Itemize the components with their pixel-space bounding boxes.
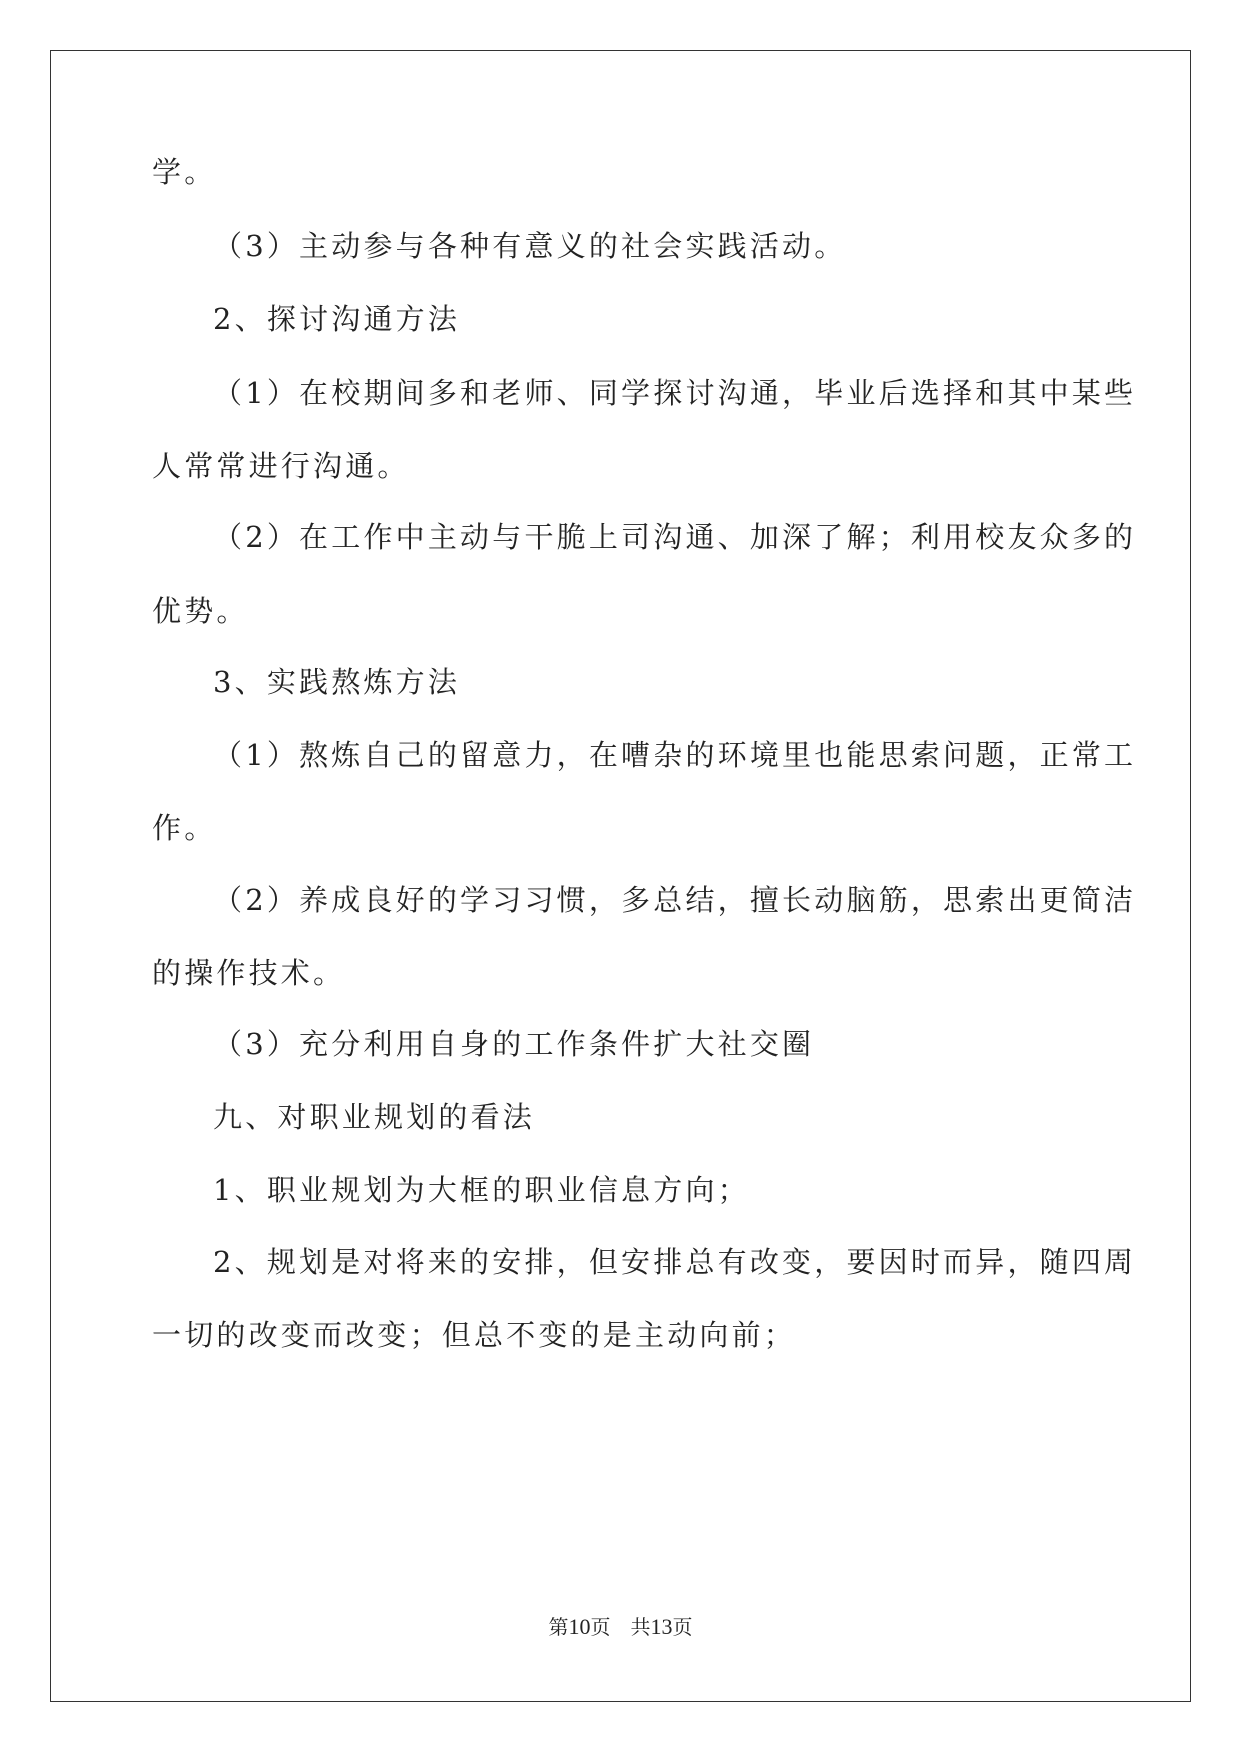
list-item-1-practice: （1）熬炼自己的留意力，在嘈杂的环境里也能思索问题，正常工: [213, 738, 1137, 772]
paragraph-line-continuation: 优势。: [152, 594, 249, 628]
list-item-2-communication: （2）在工作中主动与干脆上司沟通、加深了解；利用校友众多的: [213, 520, 1137, 554]
section-heading-communication: 2、探讨沟通方法: [213, 302, 461, 336]
list-item-1-communication: （1）在校期间多和老师、同学探讨沟通，毕业后选择和其中某些: [213, 376, 1137, 410]
paragraph-line-continuation: 作。: [152, 811, 217, 845]
current-page-number: 10: [568, 1614, 591, 1639]
total-pages-number: 13: [650, 1614, 673, 1639]
page-border: [50, 50, 1191, 1702]
section-heading-practice: 3、实践熬炼方法: [213, 665, 461, 699]
list-item-2-career-view: 2、规划是对将来的安排，但安排总有改变，要因时而异，随四周: [213, 1245, 1137, 1279]
list-item-3-social-practice: （3）主动参与各种有意义的社会实践活动。: [213, 229, 847, 263]
list-item-2-practice: （2）养成良好的学习习惯，多总结，擅长动脑筋，思索出更简洁: [213, 883, 1137, 917]
paragraph-line-continuation: 人常常进行沟通。: [152, 449, 410, 483]
section-heading-career-view: 九、对职业规划的看法: [213, 1100, 536, 1134]
paragraph-line-continuation: 学。: [152, 155, 217, 189]
page-number-prefix: 第: [548, 1615, 569, 1639]
paragraph-line-continuation: 一切的改变而改变；但总不变的是主动向前；: [152, 1318, 797, 1352]
total-pages-prefix: 共: [630, 1615, 651, 1639]
paragraph-line-continuation: 的操作技术。: [152, 956, 346, 990]
total-pages-suffix: 页: [672, 1615, 693, 1639]
page-number-suffix: 页: [590, 1615, 611, 1639]
list-item-1-career-view: 1、职业规划为大框的职业信息方向；: [213, 1173, 750, 1207]
list-item-3-practice: （3）充分利用自身的工作条件扩大社交圈: [213, 1027, 815, 1061]
page-footer: [0, 1614, 1241, 1640]
